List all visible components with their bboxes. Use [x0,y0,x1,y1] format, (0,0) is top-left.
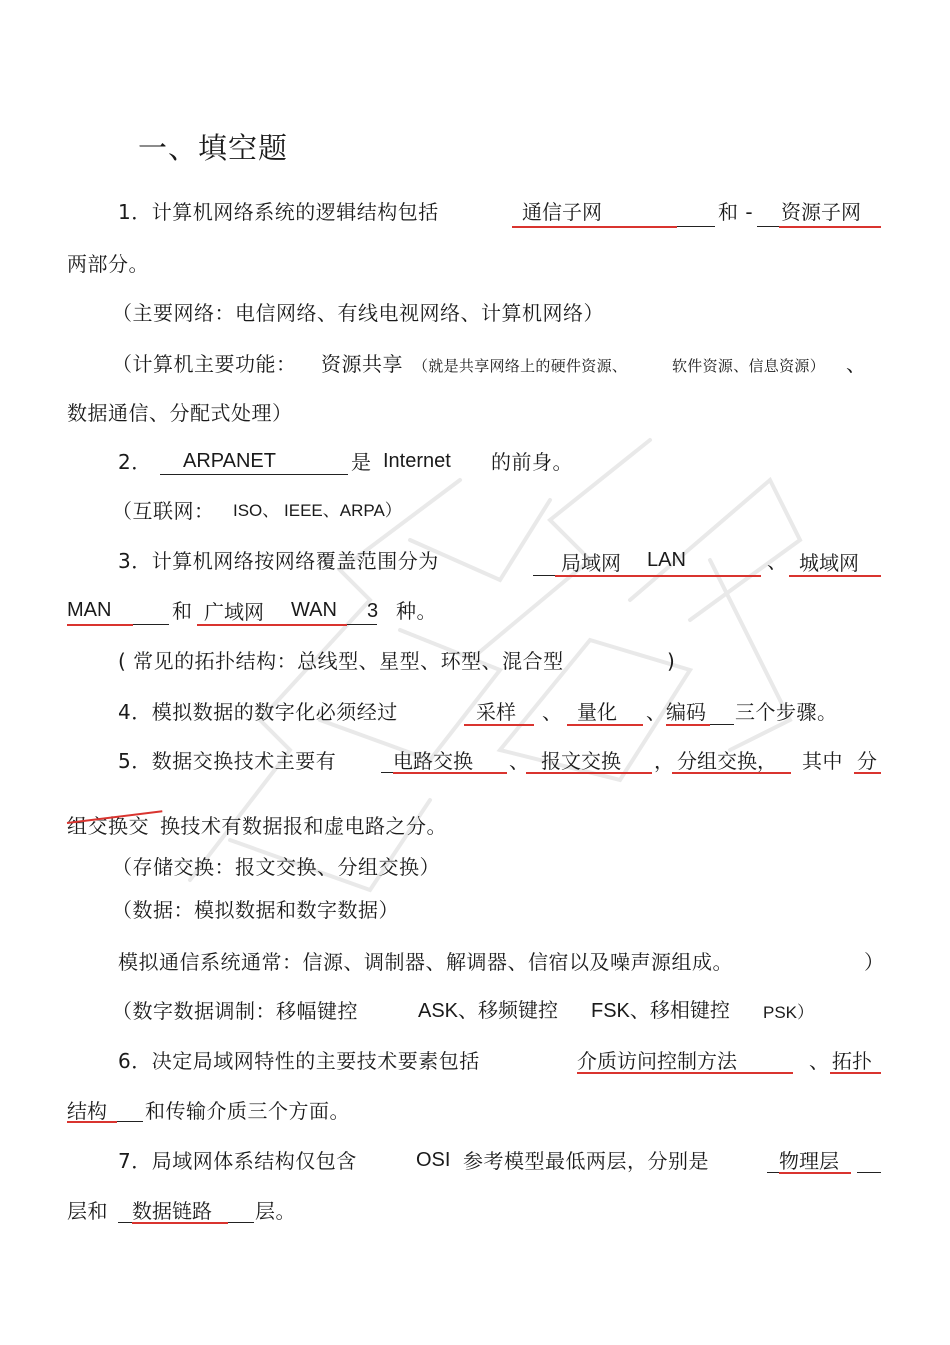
q5-note-4d: PSK） [763,1003,815,1022]
q1-note-3: 数据通信、分配式处理） [67,401,293,425]
q7-post: 层。 [255,1199,296,1223]
q1-note-2b: 资源共享 [321,352,403,376]
q1-note-1: （主要网络：电信网络、有线电视网络、计算机网络） [112,301,604,325]
q3-text: 3．计算机网络按网络覆盖范围分为 [118,549,439,573]
q4-sep-2: 、 [646,700,667,724]
q6-answer-2-underline [830,1072,881,1074]
q4-answer-1: 采样 [476,700,516,724]
q2-answer: ARPANET [183,450,276,472]
q5-answer-1-underline [393,772,507,774]
q7-mid: 参考模型最低两层，分别是 [463,1149,709,1173]
q5-note-2: （数据：模拟数据和数字数据） [112,898,399,922]
q7-blank-head [767,1172,779,1173]
q5-answer-3: 分组交换， [677,749,777,773]
q3-blank-head [533,575,555,576]
q6-blank-tail [117,1121,143,1122]
q2-note-b: ISO、 IEEE、ARPA） [233,501,402,520]
q2-word: Internet [383,450,451,472]
q1-blank-head [757,226,779,227]
q3-answer-2-cn: 城域网 [799,551,859,575]
q3-answer-3-en: WAN [291,599,337,621]
q7-answer-1-underline [779,1172,851,1174]
q5-answer-2: 报文交换 [541,749,621,773]
q1-mid: 和 - [718,200,754,224]
q4-post: 三个步骤。 [735,700,838,724]
q5-note-4c: FSK、移相键控 [591,1000,730,1022]
q2-mid: 是 [351,450,372,474]
q7-blank-tail-2 [228,1222,254,1223]
q6-sep-1: 、 [809,1049,830,1073]
q5-text: 5．数据交换技术主要有 [118,749,337,773]
q7-blank-tail [857,1172,881,1173]
q1-note-2e: 、 [846,352,867,376]
q4-answer-3-underline [666,724,710,726]
q1-cont: 两部分。 [67,252,149,276]
q2-underline [160,474,348,475]
q6-answer-2-cont: 结构 [67,1099,107,1123]
q1-answer-1: 通信子网 [522,200,602,224]
q2-number: 2． [118,450,152,474]
q4-answer-1-underline [464,724,534,726]
q2-note-a: （互联网： [112,499,215,523]
q4-answer-2: 量化 [577,700,617,724]
q7-word: OSI [416,1149,451,1171]
q3-answer-1-cn: 局域网 [561,551,621,575]
q5-sep-2: ， [654,749,675,773]
q5-answer-4-underline [854,772,881,774]
q1-note-2c: （就是共享网络上的硬件资源、 [413,357,628,375]
q1-note-2a: （计算机主要功能： [112,352,297,376]
q3-answer-3-underline [197,624,347,626]
q4-answer-2-underline [567,724,643,726]
q4-blank-tail [710,724,734,725]
q5-note-1: （存储交换：报文交换、分组交换） [112,855,440,879]
q6-answer-1-underline [577,1072,793,1074]
q6-answer-2: 拓扑 [832,1049,872,1073]
q1-answer-2: 资源子网 [781,200,861,224]
q5-answer-4: 分 [857,749,877,773]
q5-answer-2-underline [526,772,652,774]
q5-note-3: 模拟通信系统通常：信源、调制器、解调器、信宿以及噪声源组成。 [118,950,733,974]
q5-cont-struck: 组交换交 [67,814,149,838]
q3-note-end: ) [667,649,676,673]
q3-count: 3 [367,600,379,622]
q3-answer-2-underline [789,575,881,577]
q3-mid: 和 [172,599,193,623]
q5-cont: 换技术有数据报和虚电路之分。 [160,814,447,838]
q5-note-3-end: ） [864,950,885,974]
q1-blank-tail [677,226,715,227]
q7-text: 7．局域网体系结构仅包含 [118,1149,357,1173]
q1-answer-1-underline [512,226,677,228]
q5-answer-3-underline [672,772,791,774]
q3-blank-tail [133,624,169,625]
q3-answer-2-en: MAN [67,599,112,621]
q3-blank-tail-2 [347,624,377,625]
q4-text: 4．模拟数据的数字化必须经过 [118,700,398,724]
q7-answer-2: 数据链路 [132,1199,212,1223]
q3-answer-1-en: LAN [647,549,686,571]
q6-text: 6．决定局域网特性的主要技术要素包括 [118,1049,480,1073]
q4-sep-1: 、 [542,700,563,724]
q5-blank-head [381,772,393,773]
q3-answer-2-en-underline [67,624,133,626]
q6-answer-1: 介质访问控制方法 [577,1049,737,1073]
q1-text: 1．计算机网络系统的逻辑结构包括 [118,200,439,224]
q2-post: 的前身。 [491,450,573,474]
q3-answer-3-cn: 广域网 [204,600,264,624]
q1-note-2d: 软件资源、信息资源） [672,357,826,375]
section-heading: 一、填空题 [138,131,289,165]
q5-note-4b: ASK、移频键控 [418,1000,559,1022]
q6-answer-2-cont-underline [67,1121,117,1123]
q7-answer-1: 物理层 [779,1149,839,1173]
q5-note-4a: （数字数据调制：移幅键控 [112,999,358,1023]
q4-answer-3: 编码 [666,700,706,724]
q5-mid: 其中 [802,749,843,773]
q7-blank-head-2 [118,1222,132,1223]
q1-answer-2-underline [779,226,881,228]
q3-note: ( 常见的拓扑结构：总线型、星型、环型、混合型 [118,649,564,673]
q5-answer-1: 电路交换 [393,749,473,773]
q3-answer-1-underline [555,575,761,577]
q3-post: 种。 [396,599,437,623]
q7-answer-2-underline [132,1222,228,1224]
q3-sep-1: 、 [767,549,788,573]
q7-cont: 层和 [67,1199,108,1223]
q6-post: 和传输介质三个方面。 [145,1099,350,1123]
q5-sep-1: 、 [509,749,530,773]
